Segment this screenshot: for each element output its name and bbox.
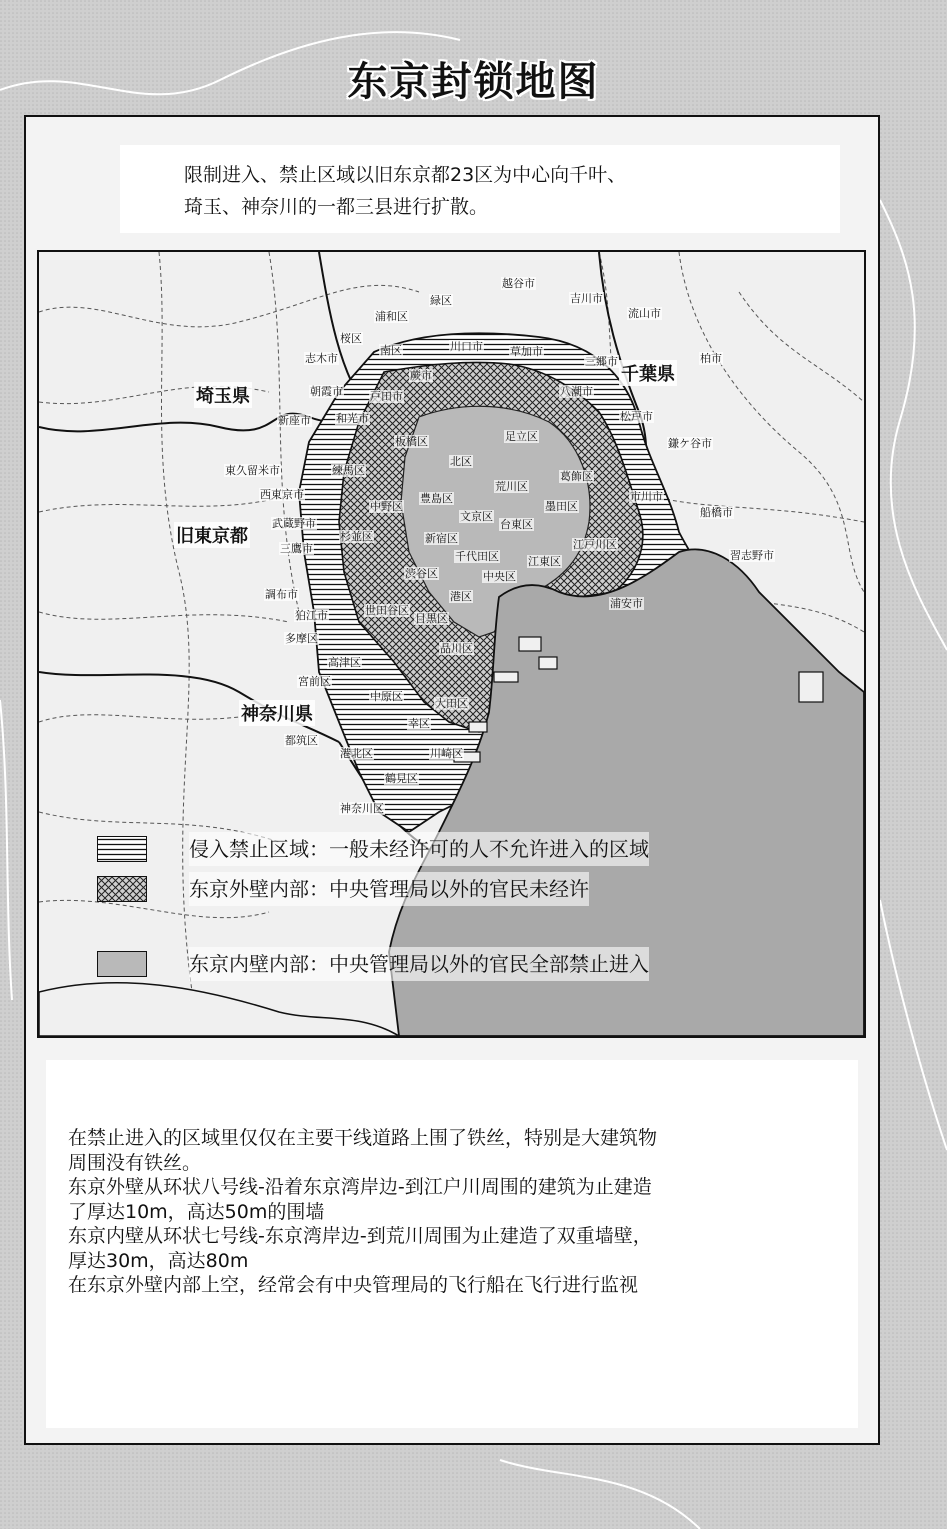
- blockade-map: [37, 250, 866, 1038]
- place-label: 大田区: [435, 697, 468, 710]
- legend-swatch-crosshatch: [97, 876, 147, 902]
- place-label: 千代田区: [455, 550, 499, 563]
- place-label: 習志野市: [730, 549, 774, 562]
- place-label: 荒川区: [495, 480, 528, 493]
- note-line: 在禁止进入的区域里仅仅在主要干线道路上围了铁丝，特别是大建筑物: [68, 1127, 658, 1149]
- place-label: 川崎区: [430, 747, 463, 760]
- place-label: 朝霞市: [310, 385, 343, 398]
- place-label: 板橋区: [395, 435, 428, 448]
- place-label: 杉並区: [340, 530, 373, 543]
- place-label: 松戸市: [620, 410, 653, 423]
- place-label: 吉川市: [570, 292, 603, 305]
- place-label: 練馬区: [332, 464, 365, 477]
- note-line: 在东京外壁内部上空，经常会有中央管理局的飞行船在飞行进行监视: [68, 1274, 639, 1296]
- intro-line: 琦玉、神奈川的一都三县进行扩散。: [184, 196, 489, 218]
- place-label: 港北区: [340, 747, 373, 760]
- label-saitama: 埼玉県: [194, 382, 252, 408]
- legend-swatch-gray: [97, 951, 147, 977]
- place-label: 目黒区: [415, 612, 448, 625]
- place-label: 多摩区: [285, 632, 318, 645]
- place-label: 市川市: [630, 490, 663, 503]
- place-label: 新座市: [278, 414, 311, 427]
- label-chiba: 千葉県: [619, 360, 677, 386]
- place-label: 世田谷区: [365, 604, 409, 617]
- place-label: 西東京市: [260, 488, 304, 501]
- place-label: 葛飾区: [560, 470, 593, 483]
- place-label: 幸区: [408, 717, 430, 730]
- page-title: 东京封锁地图: [347, 59, 600, 105]
- place-label: 三郷市: [585, 355, 618, 368]
- place-label: 中央区: [483, 570, 516, 583]
- note-line: 东京外壁从环状八号线-沿着东京湾岸边-到江户川周围的建筑为止建造: [68, 1176, 652, 1198]
- place-label: 高津区: [328, 656, 361, 669]
- place-label: 江戸川区: [573, 538, 617, 551]
- note-line: 厚达30m，高达80m: [68, 1249, 249, 1272]
- notes-caption: [46, 1060, 858, 1428]
- label-old-tokyo: 旧東京都: [174, 522, 250, 548]
- note-line: 东京内壁从环状七号线-东京湾岸边-到荒川周围为止建造了双重墙壁，: [68, 1225, 652, 1247]
- place-label: 文京区: [460, 510, 493, 523]
- place-label: 東久留米市: [225, 464, 280, 477]
- note-line: 了厚达10m，高达50m的围墙: [68, 1200, 325, 1223]
- legend-label: 侵入禁止区域：一般未经许可的人不允许进入的区域: [189, 832, 649, 866]
- place-label: 草加市: [510, 345, 543, 358]
- place-label: 和光市: [336, 412, 369, 425]
- place-label: 神奈川区: [340, 802, 384, 815]
- place-label: 鎌ケ谷市: [668, 437, 712, 450]
- legend-label: 东京外壁内部：中央管理局以外的官民未经许: [189, 872, 589, 906]
- place-label: 志木市: [305, 352, 338, 365]
- place-label: 港区: [450, 590, 472, 603]
- legend-label: 东京内壁内部：中央管理局以外的官民全部禁止进入: [189, 947, 649, 981]
- place-label: 中原区: [370, 690, 403, 703]
- place-label: 品川区: [440, 642, 473, 655]
- place-label: 武蔵野市: [272, 517, 316, 530]
- place-label: 調布市: [265, 588, 298, 601]
- place-label: 台東区: [500, 518, 533, 531]
- place-label: 渋谷区: [405, 567, 438, 580]
- place-label: 宮前区: [298, 675, 331, 688]
- place-label: 蕨市: [410, 369, 432, 382]
- place-label: 緑区: [430, 294, 452, 307]
- intro-line: 限制进入、禁止区域以旧东京都23区为中心向千叶、: [184, 164, 627, 186]
- place-label: 江東区: [528, 555, 561, 568]
- place-label: 鶴見区: [385, 772, 418, 785]
- place-label: 流山市: [628, 307, 661, 320]
- place-label: 川口市: [450, 340, 483, 353]
- place-label: 桜区: [340, 332, 362, 345]
- place-label: 豊島区: [420, 492, 453, 505]
- place-label: 船橋市: [700, 506, 733, 519]
- place-label: 北区: [450, 455, 472, 468]
- place-label: 浦安市: [610, 597, 643, 610]
- place-label: 浦和区: [375, 310, 408, 323]
- place-label: 越谷市: [502, 277, 535, 290]
- place-label: 墨田区: [545, 500, 578, 513]
- place-label: 戸田市: [370, 390, 403, 403]
- intro-caption: [120, 145, 840, 233]
- place-label: 八潮市: [560, 385, 593, 398]
- legend-swatch-lines: [97, 836, 147, 862]
- place-label: 中野区: [370, 500, 403, 513]
- note-line: 周围没有铁丝。: [68, 1151, 202, 1174]
- place-label: 三鷹市: [280, 542, 313, 555]
- place-label: 柏市: [700, 352, 722, 365]
- place-label: 南区: [380, 344, 402, 357]
- label-kanagawa: 神奈川県: [239, 700, 315, 726]
- place-label: 都筑区: [285, 734, 318, 747]
- place-label: 足立区: [505, 430, 538, 443]
- place-label: 新宿区: [425, 532, 458, 545]
- place-label: 狛江市: [295, 609, 328, 622]
